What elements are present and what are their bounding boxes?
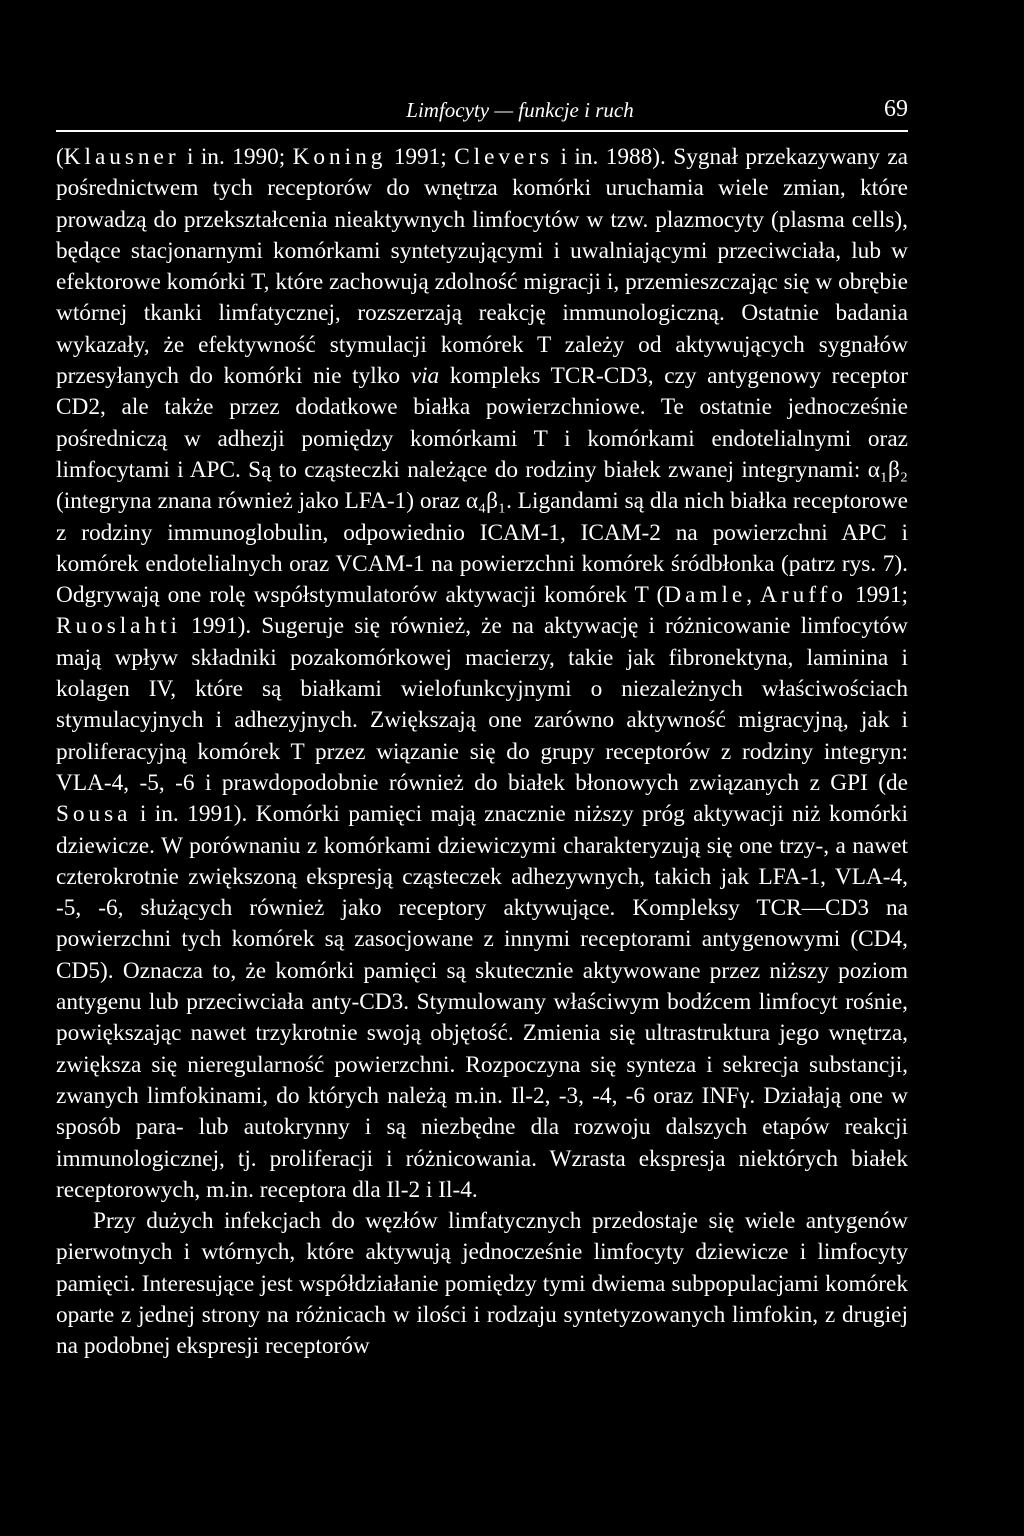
author-name: Clevers <box>454 144 554 170</box>
paragraph-2 <box>56 1206 908 1362</box>
text-run: , <box>746 582 761 609</box>
author-name: Damle <box>664 582 747 609</box>
running-header <box>56 96 908 132</box>
author-name: Klausner <box>63 144 180 170</box>
text-run: 1991; <box>386 144 455 170</box>
text-run: i in. 1988). Sygnał przekazywany za pośrednictwem tych receptorów do wnętrza komórki uruchamia wiele zmian, które prowadzą do przekształcenia nieaktywnych limfocytów w tzw. plazmocyty (plasma cells), będące stacjonarnymi komórkami syntetyzującymi i uwalniającymi przeciwciała, lub w efektorowe komórki T, które zachowują zdolność migracji i, przemieszczając się w obrębie wtórnej tkanki limfatycznej, rozszerzają reakcję immunologiczną. Ostatnie badania wykazały, że efektywność stymulacji komórek T zależy od aktywujących sygnałów przesyłanych do komórki nie tylko <box>56 144 908 390</box>
text-run: i in. 1991). Komórki pamięci mają znacznie niższy próg aktywacji niż komórki dziewicze. W porównaniu z komórkami dziewiczymi charakteryzują się one trzy-, a nawet czterokrotnie zwiększoną ekspresją cząsteczek adhezywnych, takich jak LFA-1, VLA-4, -5, -6, służących również jako receptory aktywujące. Kompleksy TCR—CD3 na powierzchni tych komórek są zasocjowane z innymi receptorami antygenowymi (CD4, CD5). Oznacza to, że komórki pamięci są skutecznie aktywowane przez niższy poziom antygenu lub przeciwciała anty-CD3. Stymulowany właściwym bodźcem limfocyt rośnie, powiększając nawet trzykrotnie swoją objętość. Zmienia się ultrastruktura jego wnętrza, zwiększa się nieregularność powierzchni. Rozpoczyna się synteza i sekrecja substancji, zwanych limfokinami, do których należą m.in. Il-2, -3, -4, -6 oraz INFγ. Działają one w sposób para- lub autokrynny i są niezbędne dla rozwoju dalszych etapów reakcji immunologicznej, tj. proliferacji i różnicowania. Wzrasta ekspresja niektórych białek receptorowych, m.in. receptora dla Il-2 i Il-4. <box>56 801 908 1203</box>
text-run: kompleks TCR-CD3, czy antygenowy receptor CD2, ale także przez dodatkowe białka powierzchniowe. Te ostatnie jednocześnie pośredniczą w adhezji pomiędzy komórkami T i komórkami endotelialnymi oraz limfocytami i APC. Są to cząsteczki należące do rodziny białek zwanej integrynami: α₁β₂ (integryna znana również jako LFA-1) oraz α₄β₁. Ligandami są dla nich białka receptorowe z rodziny immunoglobulin, odpowiednio ICAM-1, ICAM-2 na powierzchni APC i komórek endotelialnych oraz VCAM-1 na powierzchni komórek śródbłonka (patrz rys. 7). Odgrywają one rolę współstymulatorów aktywacji komórek T ( <box>56 363 908 609</box>
text-run: i in. 1990; <box>179 144 293 170</box>
text-run: ( <box>56 144 64 170</box>
text-run: 1991). Sugeruje się również, że na aktywację i różnicowanie limfocytów mają wpływ składniki pozakomórkowej macierzy, takie jak fibronektyna, laminina i kolagen IV, które są białkami wielofunkcyjnymi o niezależnych właściwościach stymulacyjnych i adhezyjnych. Zwiększają one zarówno aktywność migracyjną, jak i proliferacyjną komórek T przez wiązanie się do grupy receptorów z rodziny integryn: VLA-4, -5, -6 i prawdopodobnie również do białek błonowych związanych z GPI (de <box>56 613 908 796</box>
running-title: Limfocyty — funkcje i ruch <box>406 98 634 122</box>
text-run: Przy dużych infekcjach do węzłów limfatycznych przedostaje się wiele antygenów pierwotnych i wtórnych, które aktywują jednocześnie limfocyty dziewicze i limfocyty pamięci. Interesujące jest współdziałanie pomiędzy tymi dwiema subpopulacjami komórek oparte z jednej strony na różnicach w ilości i rodzaju syntetyzowanych limfokin, z drugiej na podobnej ekspresji receptorów <box>56 1208 908 1360</box>
text-run: 1991; <box>846 582 909 609</box>
paragraph-1 <box>56 142 908 1206</box>
page-number: 69 <box>884 96 908 122</box>
author-name: Sousa <box>56 801 132 828</box>
author-name: Ruoslahti <box>56 613 181 640</box>
italic-term: via <box>410 363 440 390</box>
body-text <box>56 142 908 1363</box>
author-name: Koning <box>292 144 387 170</box>
author-name: Aruffo <box>760 582 847 609</box>
